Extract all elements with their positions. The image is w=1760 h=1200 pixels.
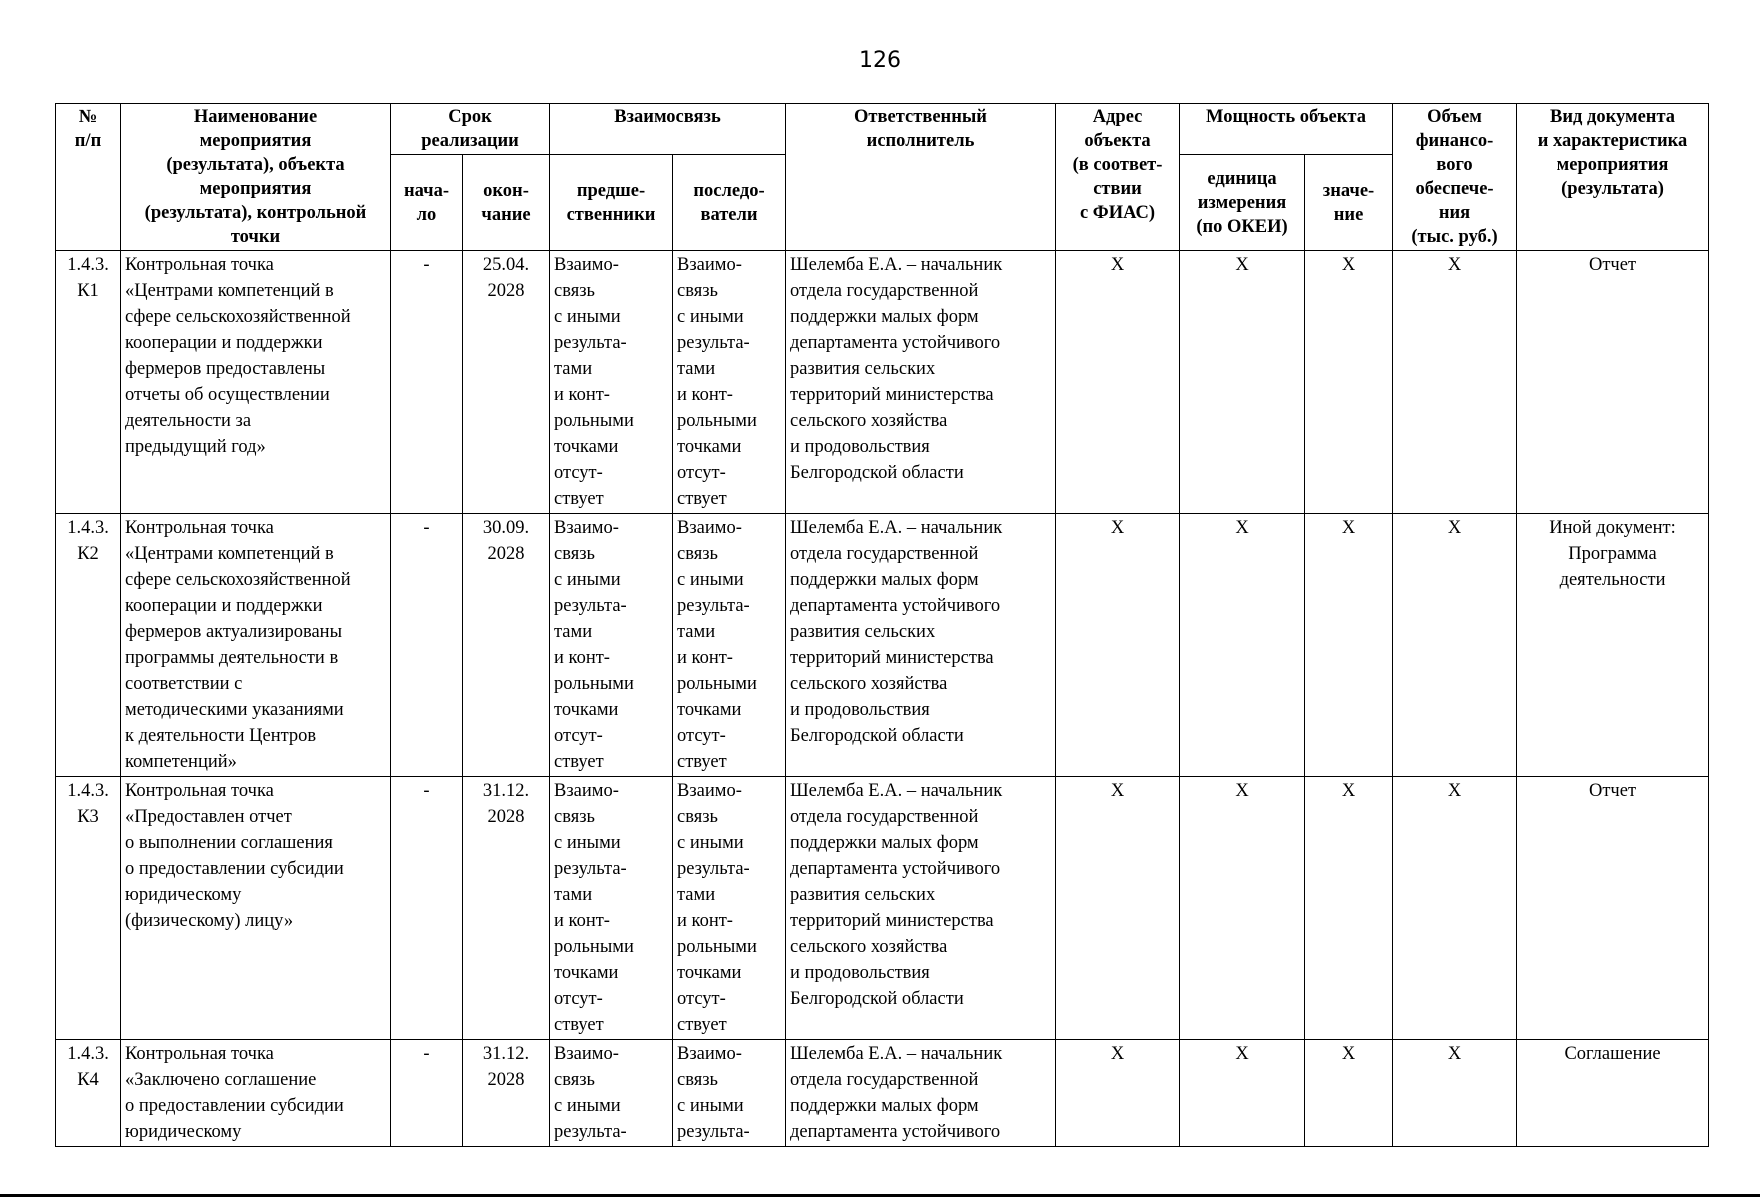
header-responsible: Ответственный исполнитель [786,104,1056,251]
row-start: - [391,514,463,777]
page-bottom-rule [0,1194,1760,1197]
header-num: № п/п [56,104,121,251]
row-succ: Взаимо- связь с иными результа- тами и конт- рольными точками отсут- ствует [673,514,786,777]
row-name: Контрольная точка «Центрами компетенций в сфере сельскохозяйственной кооперации и поддержки фермеров предоставлены отчеты об осуществлении деятельности за предыдущий год» [121,251,391,514]
row-name: Контрольная точка «Центрами компетенций в сфере сельскохозяйственной кооперации и поддержки фермеров актуализированы программы деятельности в соответствии с методическими указаниями к деятельности Центров компетенций» [121,514,391,777]
row-succ: Взаимо- связь с иными результа- тами и конт- рольными точками отсут- ствует [673,777,786,1040]
row-end: 31.12. 2028 [463,1040,550,1147]
row-responsible: Шелемба Е.А. – начальник отдела государственной поддержки малых форм департамента устойчивого [786,1040,1056,1147]
row-pred: Взаимо- связь с иными результа- тами и конт- рольными точками отсут- ствует [550,251,673,514]
table-row [56,1040,1709,1147]
row-address: X [1056,514,1180,777]
header-cap-value: значе- ние [1305,155,1393,251]
header-term-end: окон- чание [463,155,550,251]
row-value: X [1305,251,1393,514]
row-start: - [391,251,463,514]
row-responsible: Шелемба Е.А. – начальник отдела государственной поддержки малых форм департамента устойчивого развития сельских территорий министерства сельского хозяйства и продовольствия Белгородской области [786,777,1056,1040]
row-pred: Взаимо- связь с иными результа- [550,1040,673,1147]
row-num: 1.4.3. К4 [56,1040,121,1147]
row-doc: Отчет [1517,777,1709,1040]
schedule-table [55,103,1709,1147]
row-pred: Взаимо- связь с иными результа- тами и конт- рольными точками отсут- ствует [550,514,673,777]
row-start: - [391,1040,463,1147]
row-address: X [1056,1040,1180,1147]
row-end: 31.12. 2028 [463,777,550,1040]
row-end: 30.09. 2028 [463,514,550,777]
row-finance: X [1393,1040,1517,1147]
row-name: Контрольная точка «Предоставлен отчет о выполнении соглашения о предоставлении субсидии юридическому (физическому) лицу» [121,777,391,1040]
page-number: 126 [859,48,901,73]
row-address: X [1056,251,1180,514]
header-link-succ: последо- ватели [673,155,786,251]
row-doc: Соглашение [1517,1040,1709,1147]
table-row [56,777,1709,1040]
header-term: Срок реализации [391,104,550,155]
row-value: X [1305,1040,1393,1147]
header-address: Адрес объекта (в соответ- ствии с ФИАС) [1056,104,1180,251]
row-unit: X [1180,777,1305,1040]
row-succ: Взаимо- связь с иными результа- тами и конт- рольными точками отсут- ствует [673,251,786,514]
row-finance: X [1393,777,1517,1040]
row-name: Контрольная точка «Заключено соглашение о предоставлении субсидии юридическому [121,1040,391,1147]
row-finance: X [1393,251,1517,514]
row-pred: Взаимо- связь с иными результа- тами и конт- рольными точками отсут- ствует [550,777,673,1040]
row-num: 1.4.3. К1 [56,251,121,514]
table-row [56,514,1709,777]
table-row [56,251,1709,514]
row-responsible: Шелемба Е.А. – начальник отдела государственной поддержки малых форм департамента устойчивого развития сельских территорий министерства сельского хозяйства и продовольствия Белгородской области [786,251,1056,514]
row-finance: X [1393,514,1517,777]
row-start: - [391,777,463,1040]
header-finance: Объем финансо- вого обеспече- ния (тыс. руб.) [1393,104,1517,251]
row-doc: Иной документ: Программа деятельности [1517,514,1709,777]
header-cap-unit: единица измерения (по ОКЕИ) [1180,155,1305,251]
header-link: Взаимосвязь [550,104,786,155]
header-link-pred: предше- ственники [550,155,673,251]
row-value: X [1305,514,1393,777]
row-num: 1.4.3. К3 [56,777,121,1040]
row-address: X [1056,777,1180,1040]
row-end: 25.04. 2028 [463,251,550,514]
header-name: Наименование мероприятия (результата), объекта мероприятия (результата), контрольной точки [121,104,391,251]
row-responsible: Шелемба Е.А. – начальник отдела государственной поддержки малых форм департамента устойчивого развития сельских территорий министерства сельского хозяйства и продовольствия Белгородской области [786,514,1056,777]
header-term-start: нача- ло [391,155,463,251]
row-unit: X [1180,251,1305,514]
row-unit: X [1180,514,1305,777]
header-doc: Вид документа и характеристика мероприятия (результата) [1517,104,1709,251]
row-succ: Взаимо- связь с иными результа- [673,1040,786,1147]
header-capacity: Мощность объекта [1180,104,1393,155]
row-doc: Отчет [1517,251,1709,514]
row-unit: X [1180,1040,1305,1147]
row-value: X [1305,777,1393,1040]
row-num: 1.4.3. К2 [56,514,121,777]
